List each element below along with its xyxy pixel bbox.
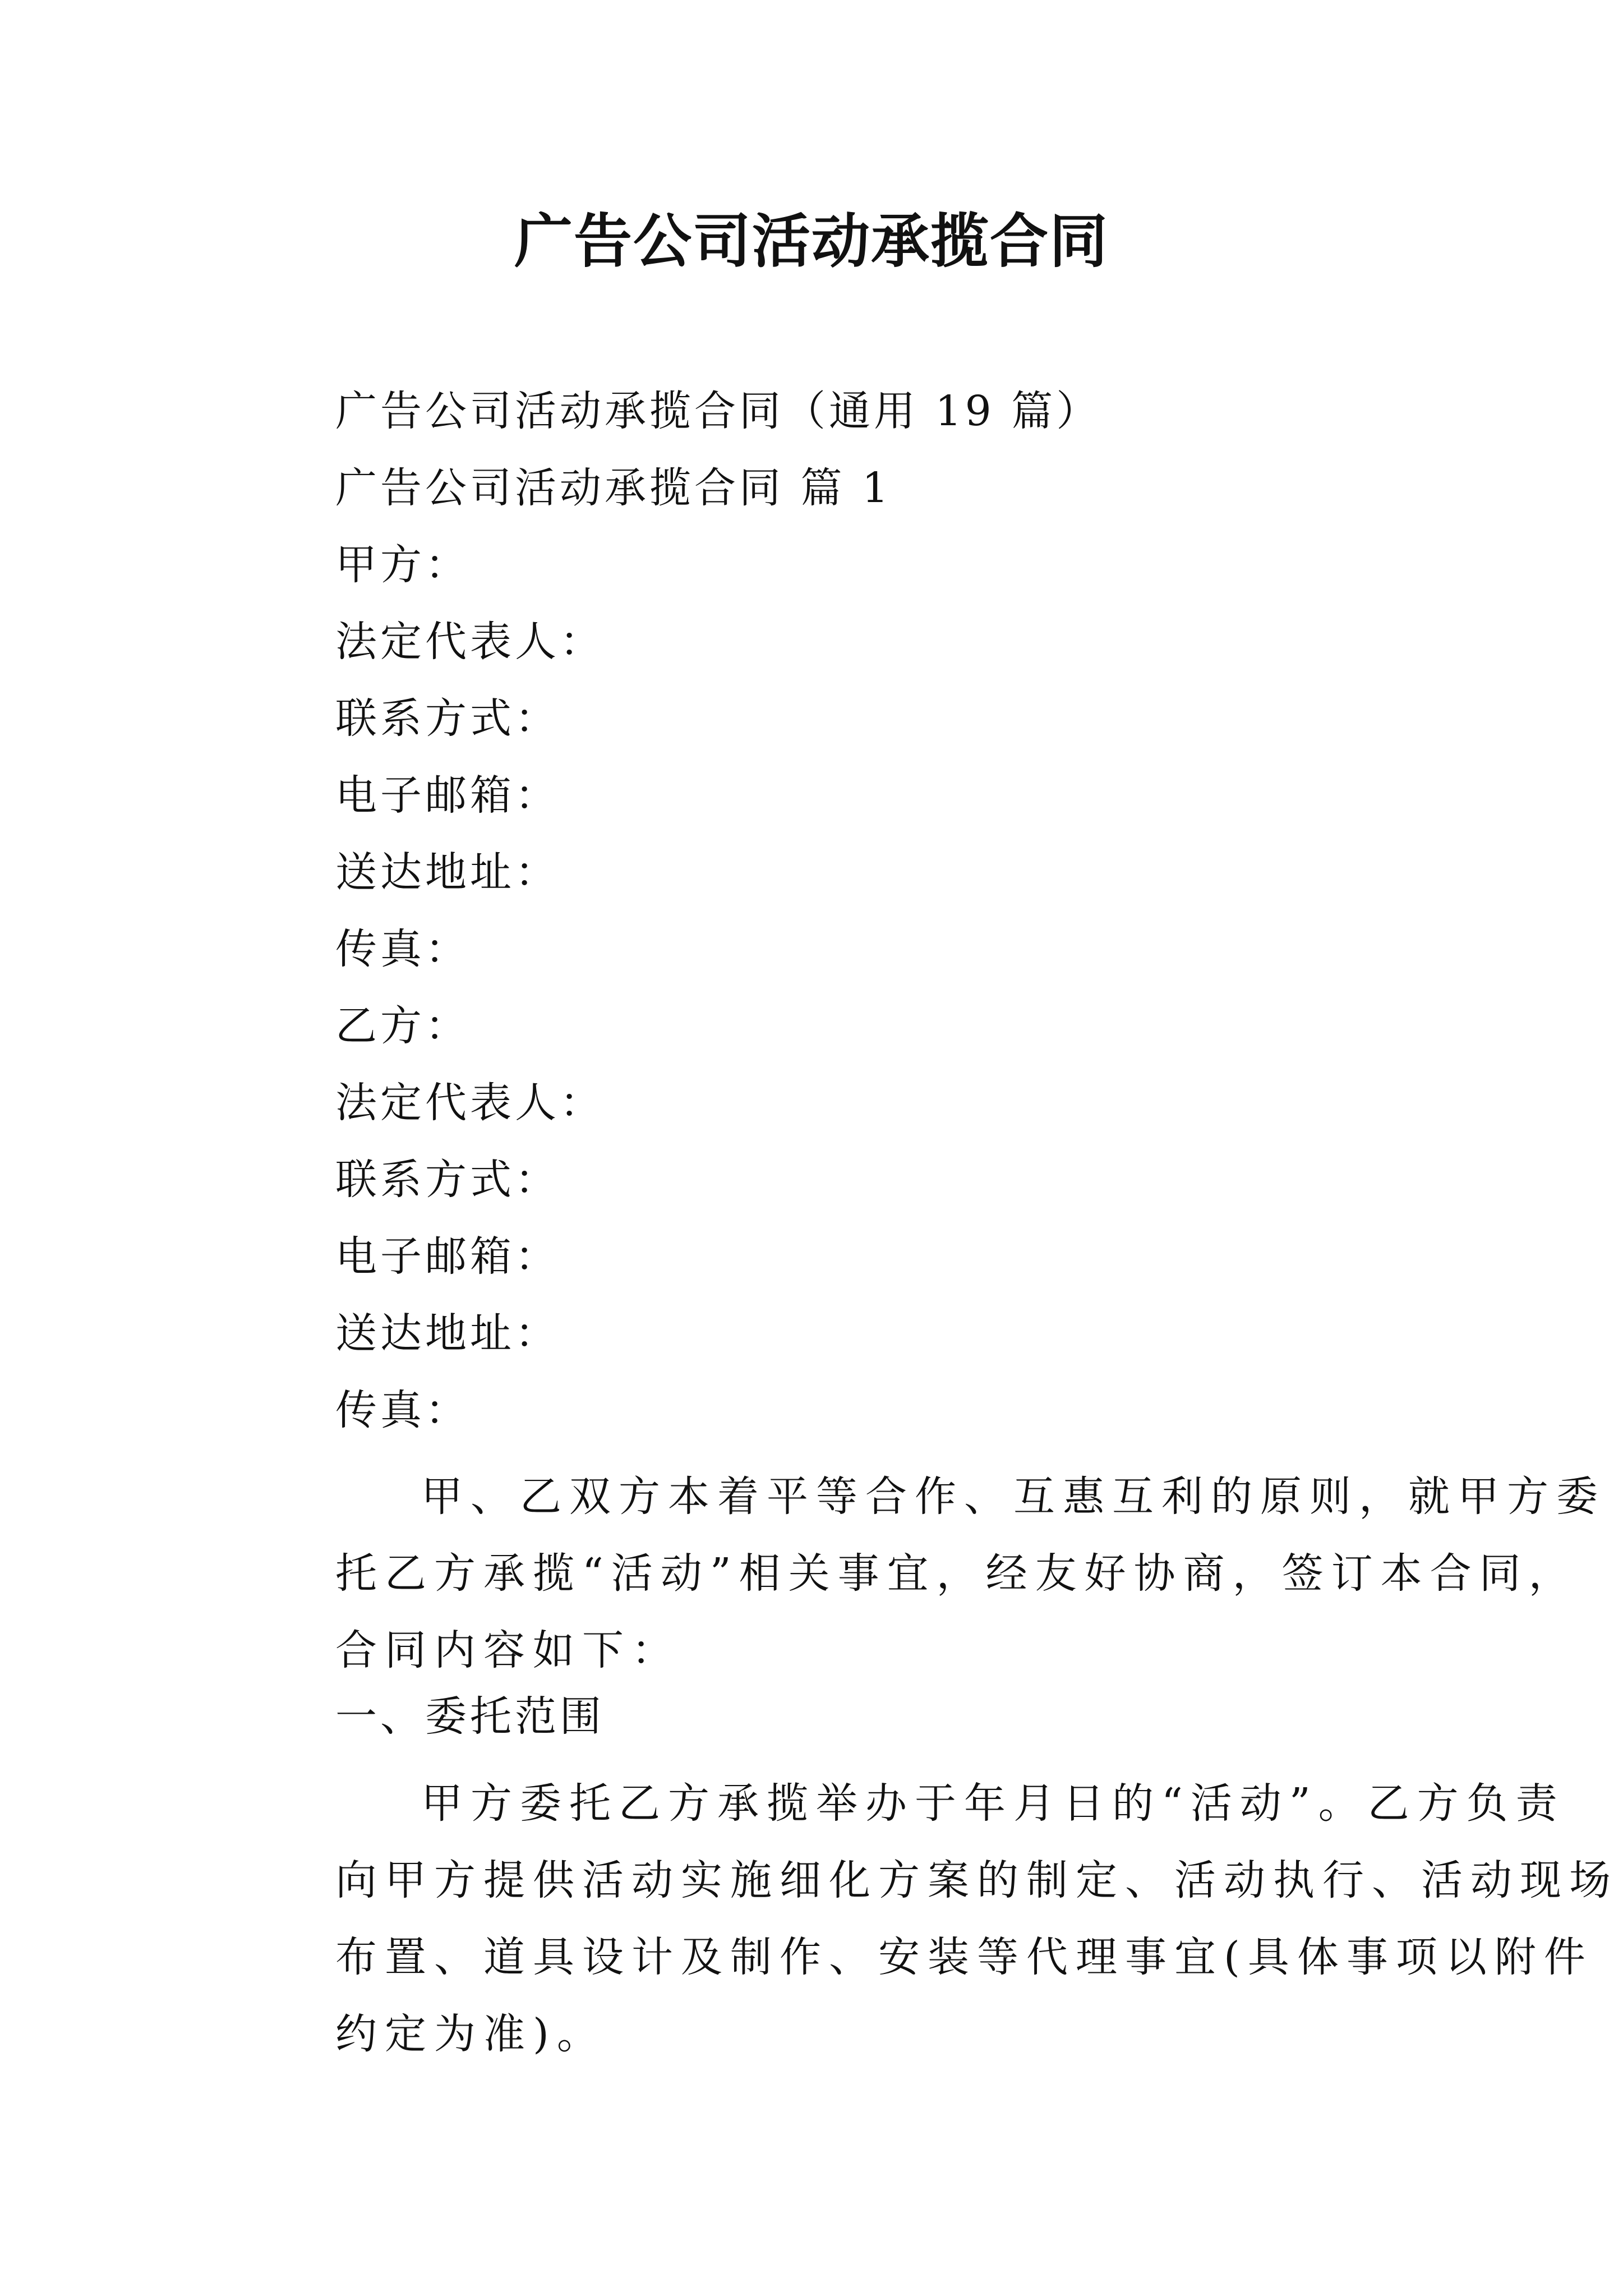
party-a-legal-rep: 法定代表人： — [335, 618, 605, 666]
clause-1-line: 甲方委托乙方承揽举办于年月日的“活动”。乙方负责 — [421, 1779, 1565, 1828]
intro-line: 甲、乙双方本着平等合作、互惠互利的原则，就甲方委 — [421, 1473, 1606, 1521]
party-a-email: 电子邮箱： — [335, 771, 560, 820]
intro-line: 托乙方承揽“活动”相关事宜，经友好协商，签订本合同， — [335, 1549, 1578, 1598]
party-b-fax: 传真： — [335, 1386, 470, 1434]
clause-1-line: 布置、道具设计及制作、安装等代理事宜(具体事项以附件 — [335, 1933, 1593, 1981]
clause-1-line: 向甲方提供活动实施细化方案的制定、活动执行、活动现场 — [335, 1856, 1619, 1904]
party-a-label: 甲方： — [335, 541, 470, 589]
clause-1-line: 约定为准)。 — [335, 2010, 606, 2058]
intro-paragraph — [250, 1458, 1606, 1689]
document-title: 广告公司活动承揽合同 — [514, 206, 1109, 275]
party-a-fax: 传真： — [335, 925, 470, 973]
party-b-email: 电子邮箱： — [335, 1232, 560, 1281]
party-b-label: 乙方： — [335, 1002, 470, 1050]
party-b-address: 送达地址： — [335, 1309, 560, 1358]
intro-line: 合同内容如下： — [335, 1626, 681, 1674]
party-a-address: 送达地址： — [335, 848, 560, 896]
clause-1-paragraph — [250, 1765, 1619, 2073]
party-a-contact: 联系方式： — [335, 694, 560, 743]
party-b-contact: 联系方式： — [335, 1156, 560, 1204]
section-heading: 广告公司活动承揽合同 篇 1 — [335, 464, 892, 512]
document-subtitle: 广告公司活动承揽合同（通用 19 篇） — [335, 387, 1101, 435]
clause-1-heading: 一、委托范围 — [335, 1692, 605, 1741]
party-b-legal-rep: 法定代表人： — [335, 1079, 605, 1127]
